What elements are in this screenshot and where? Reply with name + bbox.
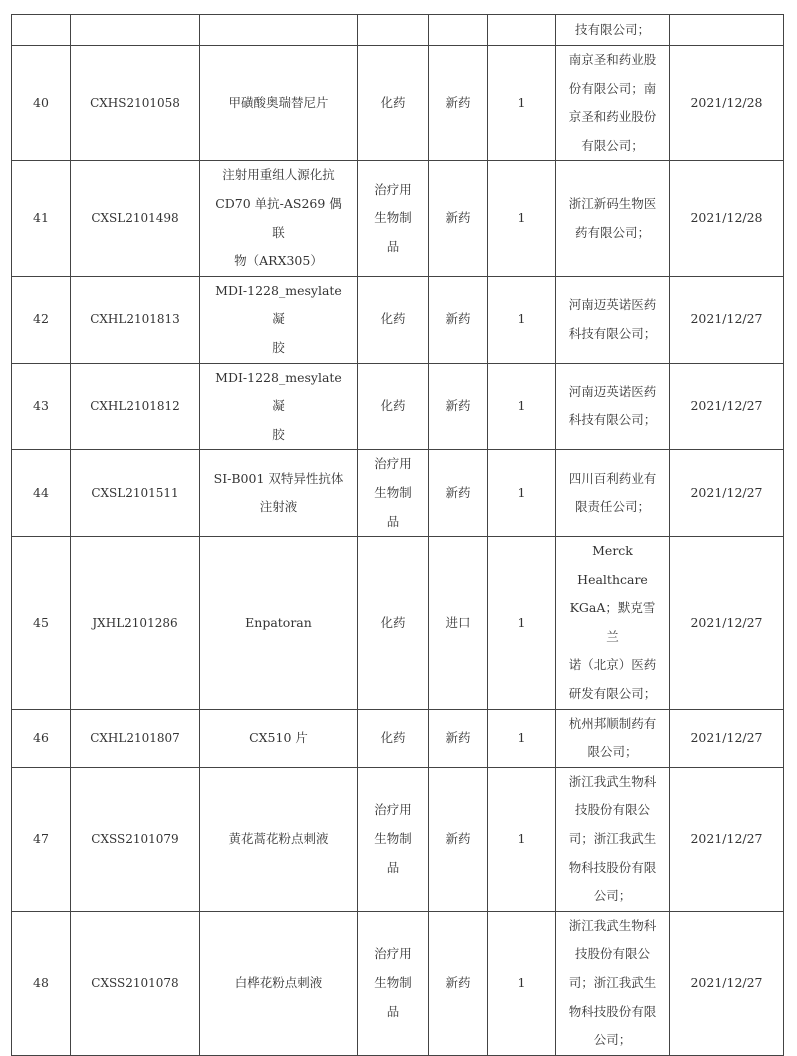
company-line: 限公司； (587, 744, 638, 760)
cell-name (200, 363, 358, 450)
cell-company (556, 46, 670, 161)
cell-name (200, 450, 358, 537)
name-line: Enpatoran (245, 614, 312, 630)
company-line: 浙江新码生物医 (568, 195, 657, 211)
cell-company (556, 15, 670, 46)
company-line: 浙江我武生物科 (568, 917, 657, 933)
cell-type: 新药 (429, 46, 488, 161)
company-line: 河南迈英诺医药 (568, 383, 657, 399)
category-line: 化药 (380, 398, 406, 414)
table-row (12, 46, 784, 161)
table-row (12, 276, 784, 363)
cell-category (358, 276, 429, 363)
cell-count: 1 (488, 709, 556, 767)
company-line: 浙江我武生物科 (568, 773, 657, 789)
table-row (12, 161, 784, 276)
cell-name (200, 46, 358, 161)
name-line: 胶 (272, 426, 285, 442)
company-line: 药有限公司； (574, 224, 650, 240)
cell-no: 42 (12, 276, 71, 363)
company-line: 限责任公司； (574, 499, 650, 515)
cell-type: 新药 (429, 276, 488, 363)
name-line: 黄花蒿花粉点刺液 (228, 831, 329, 847)
cell-company (556, 537, 670, 710)
company-line: 科技有限公司； (568, 325, 657, 341)
company-line: 京圣和药业股份 (568, 109, 657, 125)
company-line: Healthcare (577, 571, 648, 587)
cell-category (358, 767, 429, 911)
cell-company (556, 450, 670, 537)
company-line: Merck (592, 543, 633, 559)
cell-type: 新药 (429, 161, 488, 276)
cell-type: 新药 (429, 911, 488, 1055)
cell-count: 1 (488, 911, 556, 1055)
name-line: 胶 (272, 339, 285, 355)
cell-date: 2021/12/27 (670, 450, 784, 537)
company-line: 公司； (593, 888, 632, 904)
cell-code: CXHL2101813 (71, 276, 200, 363)
drug-registration-table (11, 14, 784, 1056)
cell-type: 进口 (429, 537, 488, 710)
category-line: 生物制 (374, 975, 412, 990)
cell-category (358, 911, 429, 1055)
cell-type: 新药 (429, 709, 488, 767)
category-line: 化药 (380, 94, 406, 110)
cell-code: CXSS2101079 (71, 767, 200, 911)
category-line: 治疗用 (374, 946, 412, 962)
cell-code: CXHL2101807 (71, 709, 200, 767)
cell-no: 45 (12, 537, 71, 710)
company-line: 研发有限公司； (568, 686, 657, 702)
cell-category (358, 161, 429, 276)
company-line: 四川百利药业有 (568, 470, 657, 486)
cell-company (556, 161, 670, 276)
category-line: 治疗用 (374, 456, 412, 472)
company-line: 物科技股份有限 (568, 1003, 657, 1019)
cell-no: 44 (12, 450, 71, 537)
cell-count: 1 (488, 537, 556, 710)
cell-name (200, 15, 358, 46)
cell-code: CXHL2101812 (71, 363, 200, 450)
cell-code: JXHL2101286 (71, 537, 200, 710)
name-line: 注射用重组人源化抗 (222, 167, 335, 183)
cell-code: CXSS2101078 (71, 911, 200, 1055)
cell-company (556, 276, 670, 363)
cell-company (556, 911, 670, 1055)
table-row (12, 537, 784, 710)
category-line: 品 (386, 859, 400, 875)
table-row (12, 911, 784, 1055)
cell-count (488, 15, 556, 46)
company-line: 诺（北京）医药 (568, 657, 657, 673)
company-line: 南京圣和药业股 (568, 52, 657, 67)
company-line: 技股份有限公 (574, 946, 650, 962)
category-line: 化药 (380, 311, 406, 327)
name-line: 甲磺酸奥瑞替尼片 (228, 94, 329, 110)
category-line: 化药 (380, 614, 406, 630)
cell-type: 新药 (429, 450, 488, 537)
company-line: 物科技股份有限 (568, 859, 657, 875)
company-line: KGaA；默克雪兰 (569, 600, 656, 644)
cell-type: 新药 (429, 363, 488, 450)
company-line: 技有限公司； (574, 22, 650, 37)
name-line: CD70 单抗-AS269 偶联 (215, 195, 342, 240)
cell-code: CXHS2101058 (71, 46, 200, 161)
name-line: 白桦花粉点刺液 (234, 975, 323, 990)
cell-date (670, 15, 784, 46)
cell-date: 2021/12/27 (670, 537, 784, 710)
cell-no: 40 (12, 46, 71, 161)
cell-no: 41 (12, 161, 71, 276)
cell-type: 新药 (429, 767, 488, 911)
cell-name (200, 537, 358, 710)
category-line: 生物制 (374, 484, 412, 500)
name-line: MDI-1228_mesylate 凝 (215, 282, 342, 327)
category-line: 品 (386, 1003, 400, 1019)
cell-category (358, 46, 429, 161)
name-line: 注射液 (259, 499, 298, 515)
cell-date: 2021/12/27 (670, 363, 784, 450)
name-line: MDI-1228_mesylate 凝 (215, 369, 342, 414)
table-row (12, 363, 784, 450)
cell-date: 2021/12/27 (670, 276, 784, 363)
name-line: SI-B001 双特异性抗体 (213, 470, 344, 486)
category-line: 化药 (380, 729, 406, 745)
company-line: 公司； (593, 1032, 632, 1048)
cell-code (71, 15, 200, 46)
table-row (12, 709, 784, 767)
company-line: 司；浙江我武生 (568, 831, 657, 847)
cell-name (200, 276, 358, 363)
cell-count: 1 (488, 767, 556, 911)
cell-name (200, 161, 358, 276)
category-line: 治疗用 (374, 181, 412, 197)
cell-date: 2021/12/27 (670, 767, 784, 911)
category-line: 治疗用 (374, 802, 412, 818)
category-line: 品 (386, 513, 400, 529)
cell-no: 46 (12, 709, 71, 767)
cell-name (200, 911, 358, 1055)
cell-count: 1 (488, 363, 556, 450)
cell-no: 47 (12, 767, 71, 911)
table-row (12, 767, 784, 911)
company-line: 司；浙江我武生 (568, 975, 657, 990)
company-line: 有限公司； (581, 137, 644, 153)
cell-count: 1 (488, 161, 556, 276)
category-line: 生物制 (374, 831, 412, 847)
table-body (12, 15, 784, 1056)
company-line: 份有限公司；南 (568, 80, 657, 96)
cell-date: 2021/12/28 (670, 46, 784, 161)
company-line: 河南迈英诺医药 (568, 297, 657, 313)
cell-date: 2021/12/27 (670, 911, 784, 1055)
cell-category (358, 15, 429, 46)
company-line: 科技有限公司； (568, 412, 657, 428)
cell-type (429, 15, 488, 46)
cell-count: 1 (488, 450, 556, 537)
cell-no: 48 (12, 911, 71, 1055)
cell-name (200, 767, 358, 911)
cell-no (12, 15, 71, 46)
cell-code: CXSL2101498 (71, 161, 200, 276)
cell-date: 2021/12/27 (670, 709, 784, 767)
name-line: 物（ARX305） (234, 253, 323, 269)
cell-category (358, 363, 429, 450)
cell-category (358, 537, 429, 710)
name-line: CX510 片 (249, 729, 308, 745)
cell-name (200, 709, 358, 767)
table-row-continued (12, 15, 784, 46)
cell-company (556, 709, 670, 767)
cell-category (358, 709, 429, 767)
table-row (12, 450, 784, 537)
cell-count: 1 (488, 276, 556, 363)
cell-code: CXSL2101511 (71, 450, 200, 537)
category-line: 生物制 (374, 210, 412, 226)
cell-company (556, 363, 670, 450)
company-line: 技股份有限公 (574, 802, 650, 818)
cell-count: 1 (488, 46, 556, 161)
company-line: 杭州邦顺制药有 (568, 715, 657, 731)
cell-category (358, 450, 429, 537)
category-line: 品 (386, 238, 400, 254)
cell-no: 43 (12, 363, 71, 450)
cell-company (556, 767, 670, 911)
cell-date: 2021/12/28 (670, 161, 784, 276)
